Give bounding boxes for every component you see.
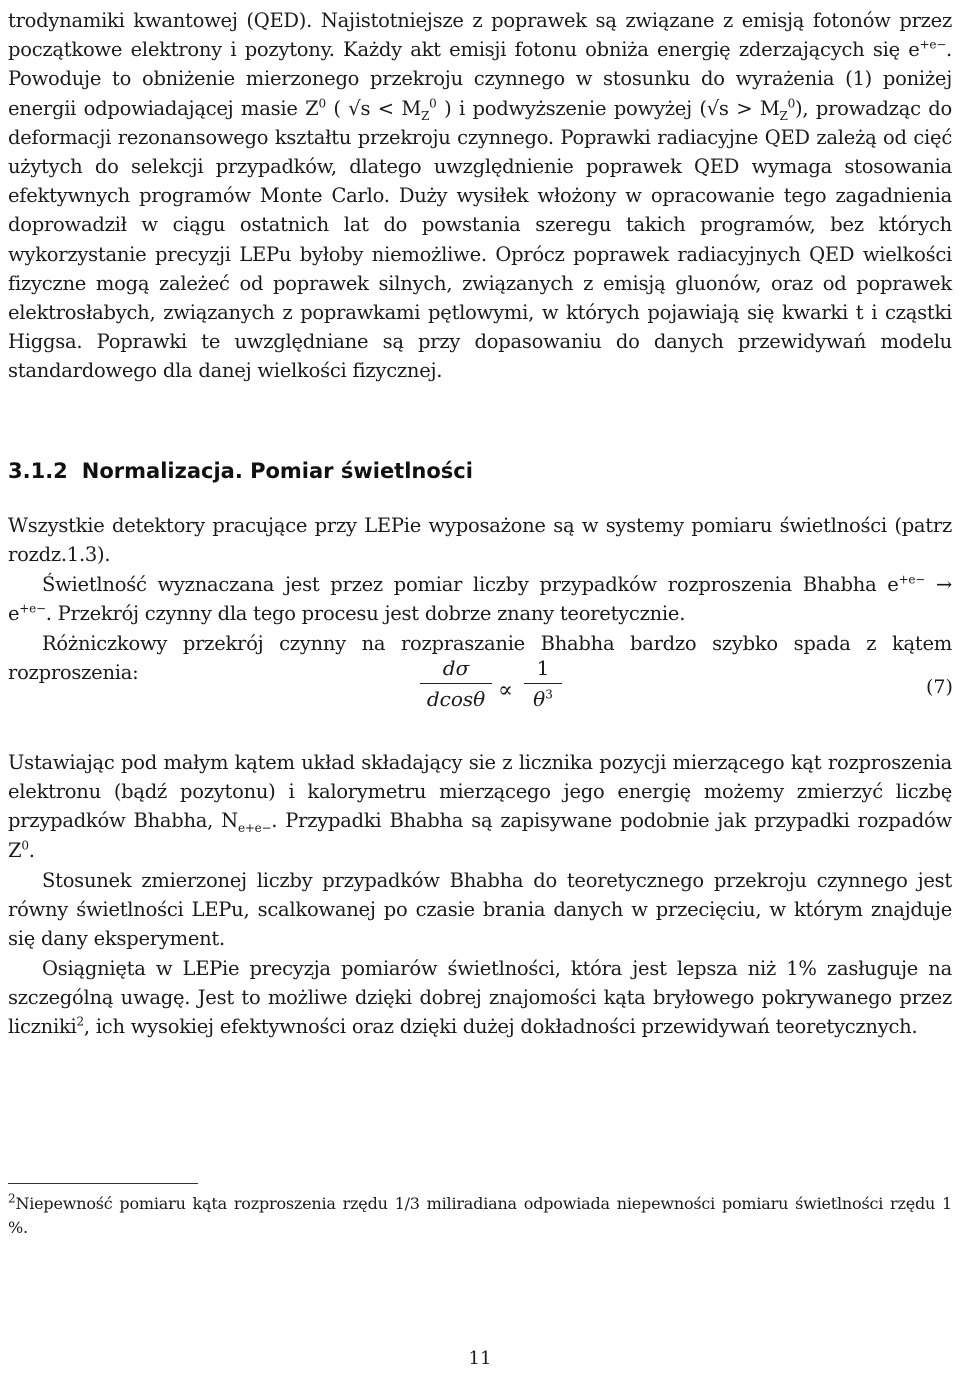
paragraph-detectors [8,511,952,569]
text-run: , ich wysokiej efektywności oraz dzięki dużej dokładności przewidywań teoretycznych. [83,1015,918,1039]
text-run: . [28,838,35,862]
paragraph-bhabha [8,570,952,628]
text-run: Wszystkie detektory pracujące przy LEPie wyposażone są w systemy pomiaru świetlności (patrz rozdz.1.3). [8,514,952,567]
proportional-symbol: ∝ [498,678,513,703]
numerator: 1 [536,656,550,680]
text-run: ), prowadząc do deformacji rezonansowego kształtu przekroju czynnego. Poprawki radiacyjne QED zależą od cięć użytych do selekcji przypadków, dlatego uwzględnienie poprawek QED wymaga stosowania efektywnych programów Monte Carlo. Duży wysiłek włożony w opracowanie tego zagadnienia doprowadził w ciągu ostatnich lat do powstania szeregu takich programów, bez których wykorzystanie precyzji LEPu byłoby niemożliwe. Oprócz poprawek radiacyjnych QED wielkości fizyczne mogą zależeć od poprawek silnych, związanych z emisją gluonów, oraz od poprawek elektrosłabych, związanych z poprawkami pętlowymi, w których pojawiają się kwarki t i cząstki Higgsa. Poprawki te uwzględniane są przy dopasowaniu do danych przewidywań modelu standardowego dla danej wielkości fizycznej. [8,96,953,383]
text-run: . Powoduje to obniżenie mierzonego przekroju czynnego w stosunku do wyrażenia (1) poniżej energii odpowiadającej masie Z [8,38,952,120]
superscript: 0 [787,96,796,111]
footnote-text: Niepewność pomiaru kąta rozproszenia rzędu 1/3 miliradiana odpowiada niepewności pomiaru świetlności rzędu 1 %. [8,1194,952,1237]
page-number: 11 [468,1348,492,1369]
text-run: . Przekrój czynny dla tego procesu jest dobrze znany teoretycznie. [45,602,686,626]
equation-number: (7) [926,676,953,698]
text-run: trodynamiki kwantowej (QED). Najistotniejsze z poprawek są związane z emisją fotonów przez początkowe elektrony i pozytony. Każdy akt emisji fotonu obniża energię zderzających się e [8,9,952,62]
fraction-bar [420,683,492,684]
text-run: i podwyższenie powyżej ( [451,96,707,120]
denominator [533,687,553,711]
section-number: 3.1.2 [8,459,68,483]
footnote-marker: 2 [76,1014,84,1029]
footnote [8,1192,952,1240]
paragraph-qed-corrections [8,6,952,386]
footnote-divider [8,1183,198,1184]
numerator: dσ [442,656,470,680]
text-run: ) [436,96,452,120]
condition-above: √s > M [706,96,780,120]
superscript: +e− [898,572,926,587]
fraction-left [420,656,492,711]
text-run: Stosunek zmierzonej liczby przypadków Bhabha do teoretycznego przekroju czynnego jest równy świetlności LEPu, scalkowanej po czasie brania danych w przecięciu, w którym znajduje się dany eksperyment. [8,869,952,951]
text-run: → e [8,573,952,626]
paragraph-precision [8,954,952,1042]
text-run: Osiągnięta w LEPie precyzja pomiarów świetlności, która jest lepsza niż 1% zasługuje na szczególną uwagę. Jest to możliwe dzięki dobrej znajomości kąta bryłowego pokrywanego przez liczniki [8,957,952,1039]
subscript: Z [421,108,430,123]
section-heading [8,457,473,485]
superscript: 0 [318,96,326,111]
paragraph-measurement [8,748,952,865]
superscript: +e− [19,601,46,616]
equation-7 [420,656,620,736]
text-run: . Przypadki Bhabha są zapisywane podobnie jak przypadki rozpadów Z [8,809,952,862]
text-run: Ustawiając pod małym kątem układ składający sie z licznika pozycji mierzącego kąt rozproszenia elektronu (bądź pozytonu) i kalorymetru mierzącego jego energię możemy zmierzyć liczbę przypadków Bhabha, N [8,751,952,833]
subscript: e+e− [237,821,272,836]
denominator: dcosθ [426,687,486,711]
subscript: Z [779,108,788,123]
section-title: Normalizacja. Pomiar świetlności [81,459,473,483]
text-run: Świetlność wyznaczana jest przez pomiar liczby przypadków rozproszenia Bhabha e [42,573,899,596]
fraction-bar [524,683,562,684]
theta: θ [533,687,546,711]
superscript: +e− [919,37,947,52]
superscript: 0 [429,96,437,111]
paragraph-ratio [8,866,952,954]
text-run: Różniczkowy przekrój czynny na rozpraszanie Bhabha bardzo szybko spada z kątem rozproszenia: [8,632,952,685]
footnote-mark: 2 [8,1191,16,1206]
superscript: 0 [21,838,29,853]
exponent: 3 [545,687,553,702]
condition-below: ( √s < M [333,96,422,120]
fraction-right [524,656,562,711]
